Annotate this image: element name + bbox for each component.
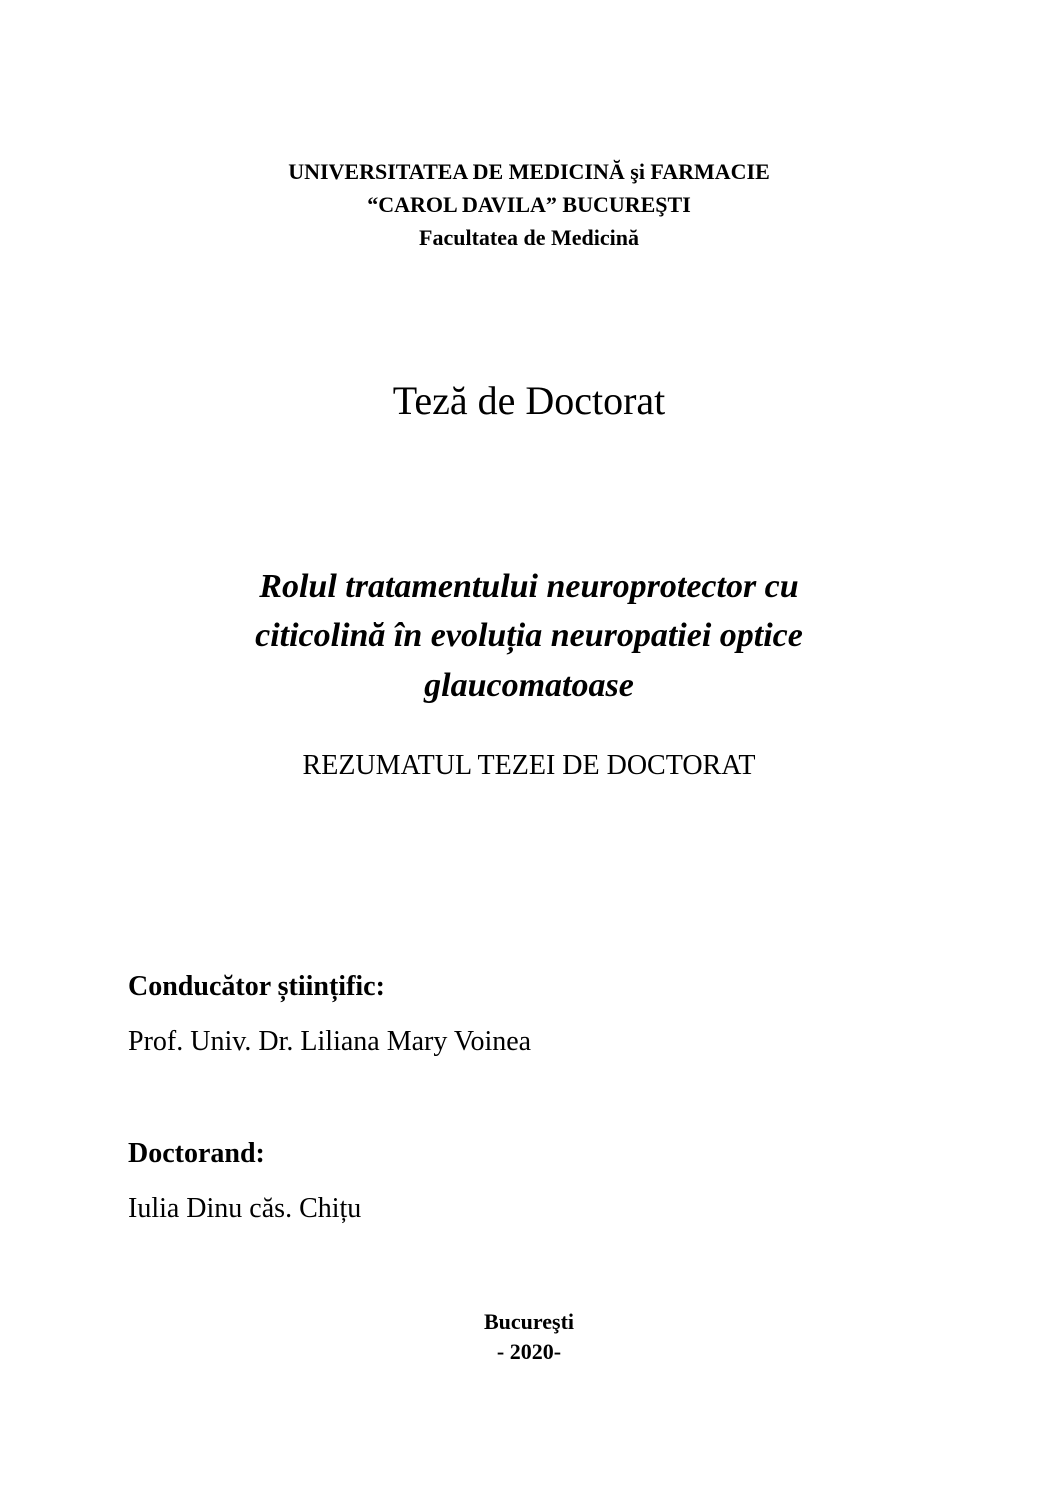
city-label: Bucureşti [483,1309,575,1334]
supervisor-label: Conducător științific: [128,971,385,1002]
year-label: - 2020- [496,1339,562,1364]
university-name-line1: UNIVERSITATEA DE MEDICINĂ şi FARMACIE [288,159,770,184]
summary-label: REZUMATUL TEZEI DE DOCTORAT [302,750,756,781]
thesis-title-line3: glaucomatoase [424,667,634,704]
supervisor-name: Prof. Univ. Dr. Liliana Mary Voinea [128,1026,532,1057]
candidate-label: Doctorand: [128,1138,265,1169]
university-name-line2: “CAROL DAVILA” BUCUREŞTI [367,192,691,217]
faculty-name: Facultatea de Medicină [419,225,639,250]
thesis-title-line1: Rolul tratamentului neuroprotector cu [259,568,799,605]
thesis-title-line2: citicolină în evoluția neuropatiei optice [255,617,803,654]
document-type-heading: Teză de Doctorat [392,378,666,423]
candidate-name: Iulia Dinu căs. Chițu [128,1193,362,1224]
